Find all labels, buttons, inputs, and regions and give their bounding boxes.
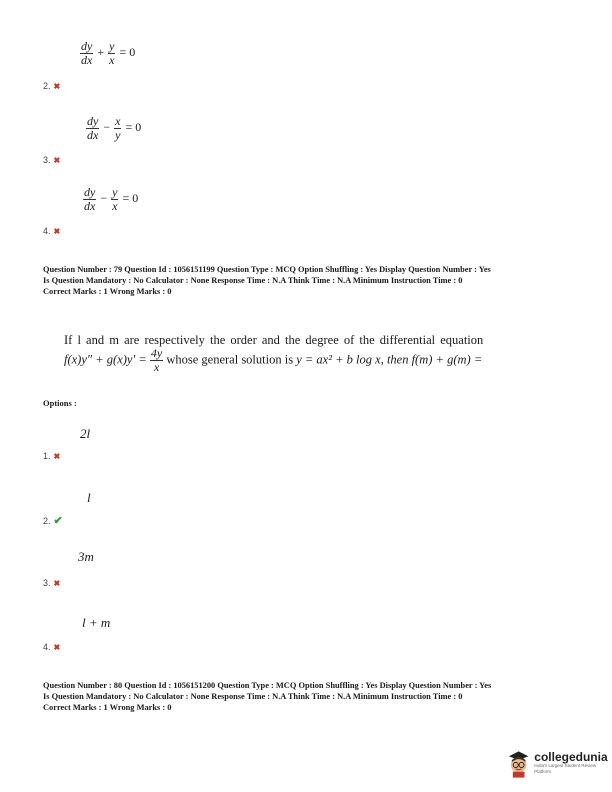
option-1-value: 2l (80, 426, 91, 441)
logo-name: collegedunia (534, 750, 608, 764)
option-4-marker: 4. ✖ (43, 642, 61, 652)
cross-icon: ✖ (53, 82, 61, 91)
meta-line: Question Number : 79 Question Id : 1056151199 Question Type : MCQ Option Shuffling : Yes Display Question Number : Yes (43, 265, 491, 274)
cross-icon: ✖ (53, 452, 61, 461)
prev-option-2-equation: $\frac{dy}{dx}$ − $\frac{x}{y}$ = 0 (87, 114, 142, 142)
meta-line: Is Question Mandatory : No Calculator : None Response Time : N.A Think Time : N.A Minimum Instruction Time : 0 (43, 276, 463, 285)
prev-option-3-equation: $\frac{dy}{dx}$ − $\frac{y}{x}$ = 0 (84, 185, 139, 213)
option-3-marker: 3. ✖ (43, 578, 61, 588)
cross-icon: ✖ (53, 156, 61, 165)
check-icon: ✔ (53, 515, 63, 527)
prev-option-3-marker: 3. ✖ (43, 155, 61, 165)
cross-icon: ✖ (53, 643, 61, 652)
meta-line: Is Question Mandatory : No Calculator : None Response Time : N.A Think Time : N.A Minimum Instruction Time : 0 (43, 692, 463, 701)
logo-tagline: India's Largest Student Review Platform (534, 763, 597, 774)
question-79-text-line1: If l and m are respectively the order and the degree of the differential equation (64, 333, 484, 347)
meta-line: Correct Marks : 1 Wrong Marks : 0 (43, 287, 172, 296)
option-1-marker: 1. ✖ (43, 451, 61, 461)
question-80-meta (43, 680, 491, 713)
option-3-value: 3m (78, 549, 94, 564)
option-4-value: l + m (82, 615, 111, 630)
option-2-marker: 2. ✔ (43, 515, 63, 527)
cross-icon: ✖ (53, 227, 61, 236)
options-label: Options : (43, 398, 77, 408)
cross-icon: ✖ (53, 579, 61, 588)
question-79-text-line2: f(x)y″ + g(x)y′ = $\frac{4y}{x}$ whose general solution is y = ax² + b log x, then f(m) + g(m) = (64, 346, 483, 374)
option-2-value: l (87, 490, 91, 505)
meta-line: Question Number : 80 Question Id : 1056151200 Question Type : MCQ Option Shuffling : Yes Display Question Number : Yes (43, 681, 492, 690)
prev-option-2-marker: 2. ✖ (43, 81, 61, 91)
prev-option-1-equation: $\frac{dy}{dx}$ + $\frac{y}{x}$ = 0 (81, 39, 136, 67)
prev-option-4-marker: 4. ✖ (43, 226, 61, 236)
collegedunia-logo (506, 748, 612, 778)
meta-line: Correct Marks : 1 Wrong Marks : 0 (43, 703, 172, 712)
question-79-meta (43, 264, 491, 297)
mascot-icon (506, 748, 531, 778)
